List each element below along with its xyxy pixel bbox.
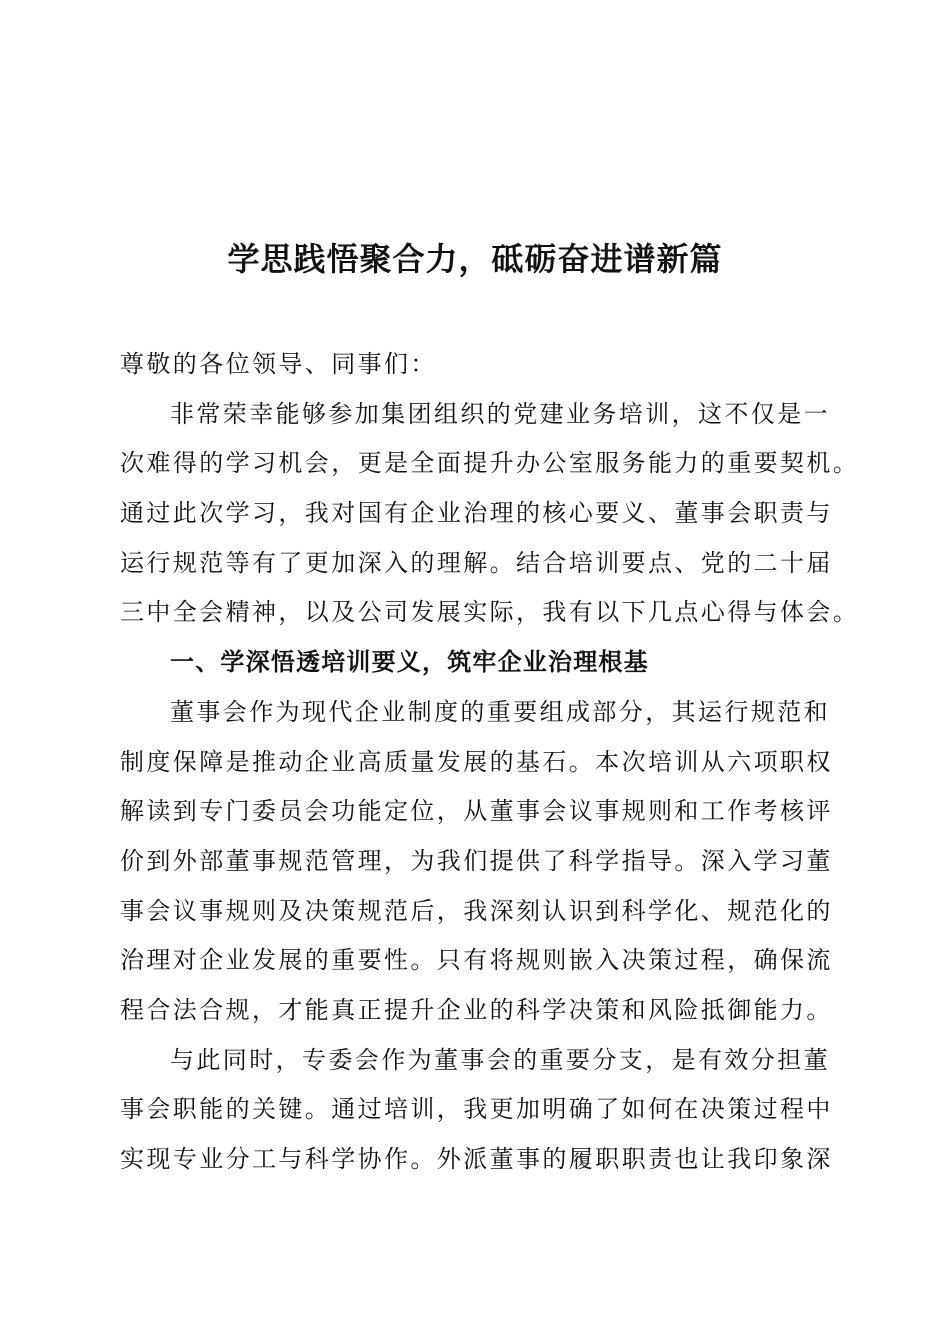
paragraph-line: 程合法合规，才能真正提升企业的科学决策和风险抵御能力。 bbox=[120, 995, 833, 1024]
salutation-line: 尊敬的各位领导、同事们： bbox=[120, 350, 437, 378]
document-body bbox=[120, 340, 860, 1185]
paragraph-line: 制度保障是推动企业高质量发展的基石。本次培训从六项职权 bbox=[120, 747, 833, 776]
paragraph-line: 与此同时，专委会作为董事会的重要分支，是有效分担董 bbox=[170, 1045, 830, 1074]
paragraph-line: 治理对企业发展的重要性。只有将规则嵌入决策过程，确保流 bbox=[120, 946, 833, 975]
paragraph-line: 运行规范等有了更加深入的理解。结合培训要点、党的二十届 bbox=[120, 548, 833, 577]
paragraph-line: 非常荣幸能够参加集团组织的党建业务培训，这不仅是一 bbox=[170, 399, 830, 428]
paragraph-line: 三中全会精神，以及公司发展实际，我有以下几点心得与体会。 bbox=[120, 598, 860, 627]
paragraph-line: 实现专业分工与科学协作。外派董事的履职职责也让我印象深 bbox=[120, 1145, 833, 1173]
section-heading: 一、学深悟透培训要义，筑牢企业治理根基 bbox=[170, 648, 649, 677]
document-title: 学思践悟聚合力，砥砺奋进谱新篇 bbox=[227, 240, 723, 278]
paragraph-line: 通过此次学习，我对国有企业治理的核心要义、董事会职责与 bbox=[120, 499, 833, 528]
paragraph-line: 价到外部董事规范管理，为我们提供了科学指导。深入学习董 bbox=[120, 846, 833, 875]
paragraph-line: 解读到专门委员会功能定位，从董事会议事规则和工作考核评 bbox=[120, 797, 833, 826]
paragraph-line: 事会议事规则及决策规范后，我深刻认识到科学化、规范化的 bbox=[120, 896, 833, 925]
paragraph-line: 事会职能的关键。通过培训，我更加明确了如何在决策过程中 bbox=[120, 1095, 833, 1124]
paragraph-line: 董事会作为现代企业制度的重要组成部分，其运行规范和 bbox=[170, 697, 830, 726]
paragraph-line: 次难得的学习机会，更是全面提升办公室服务能力的重要契机。 bbox=[120, 449, 860, 478]
